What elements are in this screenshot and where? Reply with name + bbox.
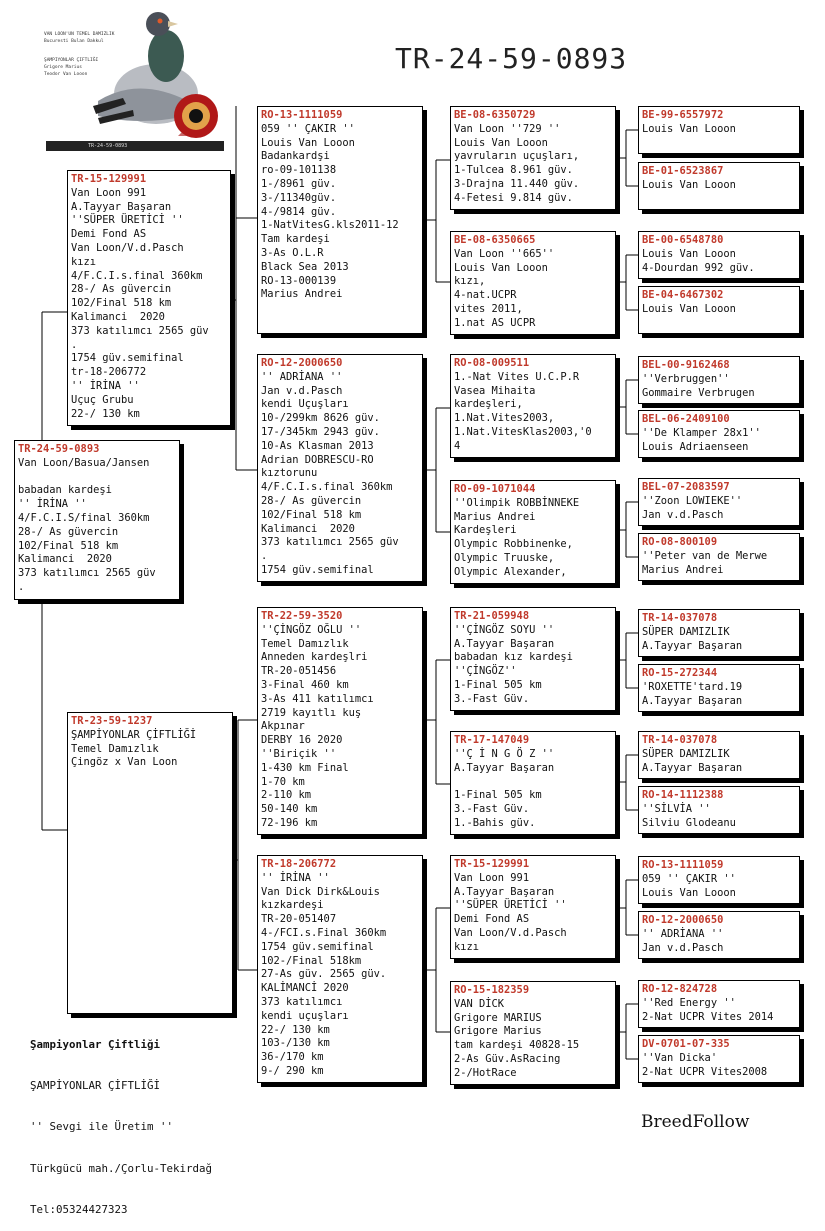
logo-caption-line: Grigore Marius: [44, 65, 82, 70]
pedigree-info-line: tr-18-206772: [71, 366, 147, 379]
ring-number: RO-12-2000650: [261, 357, 343, 369]
pedigree-info-line: 3-Final 460 km: [261, 678, 349, 691]
pedigree-info-line: Akpınar: [261, 720, 305, 733]
ring-number: TR-17-147049: [454, 734, 530, 746]
pedigree-card-ssds: [638, 231, 800, 279]
pedigree-info-line: '' ADRİANA '': [261, 370, 343, 383]
pedigree-info-line: 3.-Fast Güv.: [454, 802, 530, 815]
ring-number: RO-13-1111059: [642, 859, 724, 871]
pedigree-info-line: .: [18, 580, 25, 593]
pedigree-info-line: Temel Damızlık: [261, 637, 349, 650]
pedigree-info-line: 102/Final 518 km: [71, 297, 172, 310]
pedigree-info-line: Anneden kardeşlri: [261, 651, 368, 664]
ring-number: RO-12-2000650: [642, 914, 724, 926]
pedigree-info-line: 17-/345km 2943 güv.: [261, 425, 380, 438]
pedigree-info-line: Van Dick Dirk&Louis: [261, 885, 380, 898]
pedigree-card-ssss: [638, 106, 800, 154]
pedigree-info-line: kızkardeşi: [261, 899, 324, 912]
pedigree-info-line: ''SİLVİA '': [642, 802, 711, 815]
pedigree-info-line: ''Red Energy '': [642, 996, 736, 1009]
pedigree-info-line: 1-Tulcea 8.961 güv.: [454, 164, 573, 177]
ring-number: BE-00-6548780: [642, 234, 724, 246]
ring-number: BE-01-6523867: [642, 165, 724, 177]
pedigree-info-line: 1.nat AS UCPR: [454, 316, 536, 329]
pedigree-info-line: Van Loon ''729 '': [454, 122, 561, 135]
ring-number: TR-24-59-0893: [18, 443, 100, 455]
pedigree-info-line: 22-/ 130 km: [71, 407, 140, 420]
pedigree-info-line: TR-20-051456: [261, 665, 337, 678]
pedigree-info-line: yavruların uçuşları,: [454, 150, 580, 163]
ring-number: TR-14-037078: [642, 734, 718, 746]
pedigree-info-line: A.Tayyar Başaran: [454, 761, 555, 774]
pedigree-info-line: Van Loon/Basua/Jansen: [18, 456, 150, 469]
pedigree-info-line: kızı: [454, 940, 480, 953]
pedigree-info-line: 1754 güv.semifinal: [261, 940, 374, 953]
pedigree-info-line: 1.-Bahis güv.: [454, 816, 536, 829]
pedigree-info-line: ''Ç İ N G Ö Z '': [454, 747, 555, 760]
pedigree-info-line: A.Tayyar Başaran: [642, 694, 743, 707]
pedigree-info-line: A.Tayyar Başaran: [642, 639, 743, 652]
pedigree-info-line: Grigore MARIUS: [454, 1011, 542, 1024]
pedigree-info-line: RO-13-000139: [261, 274, 337, 287]
pedigree-info-line: A.Tayyar Başaran: [642, 761, 743, 774]
pedigree-info-line: Jan v.d.Pasch: [642, 508, 724, 521]
pedigree-info-line: ''Olimpik ROBBİNNEKE: [454, 496, 580, 509]
pedigree-info-line: '' İRİNA '': [71, 379, 140, 392]
pedigree-info-line: 3-As 411 katılımcı: [261, 692, 374, 705]
pedigree-info-line: 3-As O.L.R: [261, 246, 324, 259]
pedigree-info-line: Badankardşi: [261, 150, 330, 163]
pedigree-info-line: 1.-Nat Vites U.C.P.R: [454, 370, 580, 383]
pedigree-info-line: 28-/ As güvercin: [18, 525, 119, 538]
pedigree-info-line: Van Loon ''665'': [454, 247, 555, 260]
pedigree-info-line: 1.Nat.Vites2003,: [454, 412, 555, 425]
pedigree-info-line: TR-20-051407: [261, 913, 337, 926]
pedigree-info-line: 1-430 km Final: [261, 761, 349, 774]
pedigree-info-line: SÜPER DAMIZLIK: [642, 747, 730, 760]
pedigree-info-line: 3-Drajna 11.440 güv.: [454, 177, 580, 190]
pedigree-info-line: 4-nat.UCPR: [454, 289, 517, 302]
pedigree-card-sddd: [638, 533, 800, 581]
pedigree-info-line: tam kardeşi 40828-15: [454, 1039, 580, 1052]
pedigree-info-line: ''Zoon LOWIEKE'': [642, 494, 743, 507]
pedigree-info-line: 1-70 km: [261, 775, 305, 788]
pedigree-info-line: Louis Van Looon: [454, 261, 548, 274]
pedigree-info-line: Louis Van Looon: [642, 178, 736, 191]
pedigree-info-line: Van Loon/V.d.Pasch: [454, 926, 567, 939]
ring-number: TR-22-59-3520: [261, 610, 343, 622]
pedigree-info-line: Van Loon 991: [454, 871, 530, 884]
pedigree-info-line: Tam kardeşi: [261, 233, 330, 246]
pedigree-card-sdd: [450, 480, 616, 584]
ring-number: RO-12-824728: [642, 983, 718, 995]
pedigree-card-ddsd: [638, 911, 800, 959]
pedigree-info-line: 28-/ As güvercin: [71, 283, 172, 296]
pedigree-card-dam: [67, 712, 233, 1014]
pedigree-card-ssdd: [638, 286, 800, 334]
pedigree-info-line: A.Tayyar Başaran: [71, 200, 172, 213]
ring-number: TR-21-059948: [454, 610, 530, 622]
pedigree-info-line: 28-/ As güvercin: [261, 494, 362, 507]
logo-caption-line: ŞAMPIYONLAR ÇIFTLIĞI: [44, 58, 99, 63]
pedigree-info-line: 72-196 km: [261, 816, 318, 829]
ring-number: BEL-00-9162468: [642, 359, 730, 371]
pedigree-info-line: '' İRİNA '': [18, 498, 87, 511]
pedigree-info-line: Louis Van Looon: [454, 136, 548, 149]
pedigree-card-dds: [450, 855, 616, 959]
pedigree-card-sdsd: [638, 410, 800, 458]
pedigree-card-sss: [450, 106, 616, 210]
ring-number: BE-99-6557972: [642, 109, 724, 121]
pedigree-info-line: '' ADRİANA '': [642, 927, 724, 940]
pedigree-info-line: A.Tayyar Başaran: [454, 885, 555, 898]
pedigree-info-line: ''De Klamper 28x1'': [642, 426, 761, 439]
pedigree-info-line: 059 '' ÇAKIR '': [261, 122, 355, 135]
pedigree-card-sds: [450, 354, 616, 458]
pedigree-info-line: 3-/11340güv.: [261, 191, 337, 204]
pedigree-info-line: ro-09-101138: [261, 164, 337, 177]
pedigree-info-line: 373 katılımcı 2565 güv: [18, 567, 156, 580]
pedigree-info-line: 1754 güv.semifinal: [71, 352, 184, 365]
pedigree-info-line: 4-Fetesi 9.814 güv.: [454, 191, 573, 204]
pedigree-info-line: 2-110 km: [261, 789, 312, 802]
pedigree-card-dsss: [638, 609, 800, 657]
ring-number: RO-08-009511: [454, 357, 530, 369]
pedigree-info-line: Gommaire Verbrugen: [642, 386, 755, 399]
pedigree-info-line: Louis Van Looon: [261, 136, 355, 149]
pedigree-card-dam-dam: [257, 855, 423, 1083]
breeder-line: Türkgücü mah./Çorlu-Tekirdağ: [30, 1161, 213, 1175]
pedigree-info-line: 4: [454, 439, 461, 452]
pedigree-info-line: SÜPER DAMIZLIK: [642, 625, 730, 638]
pedigree-info-line: ''SÜPER ÜRETİCİ '': [71, 214, 184, 227]
page-title: TR-24-59-0893: [395, 42, 628, 75]
pedigree-info-line: babadan kız kardeşi: [454, 651, 573, 664]
pedigree-card-dssd: [638, 664, 800, 712]
pedigree-info-line: A.Tayyar Başaran: [454, 637, 555, 650]
ring-number: TR-18-206772: [261, 858, 337, 870]
ring-number: BEL-06-2409100: [642, 413, 730, 425]
pedigree-info-line: '' İRİNA '': [261, 871, 330, 884]
pedigree-info-line: .: [71, 338, 78, 351]
pedigree-info-line: 50-140 km: [261, 803, 318, 816]
pedigree-info-line: Demi Fond AS: [454, 913, 530, 926]
pedigree-info-line: Olympic Robbinenke,: [454, 538, 573, 551]
pedigree-info-line: 4-Dourdan 992 güv.: [642, 261, 755, 274]
ring-number: TR-14-037078: [642, 612, 718, 624]
pedigree-info-line: 1-NatVitesG.kls2011-12: [261, 219, 399, 232]
pedigree-info-line: ''Van Dicka': [642, 1051, 718, 1064]
pedigree-card-sire: [67, 170, 231, 426]
ring-number: RO-14-1112388: [642, 789, 724, 801]
ring-number: BE-08-6350729: [454, 109, 536, 121]
pedigree-info-line: 2719 kayıtlı kuş: [261, 706, 362, 719]
pedigree-info-line: Jan v.d.Pasch: [261, 384, 343, 397]
pedigree-card-ddd: [450, 981, 616, 1085]
pedigree-card-sdss: [638, 356, 800, 404]
pedigree-info-line: kızı: [71, 255, 97, 268]
pedigree-card-dsdd: [638, 786, 800, 834]
pedigree-info-line: 1.Nat.VitesKlas2003,'0: [454, 425, 592, 438]
pedigree-info-line: .: [261, 550, 268, 563]
logo-caption-line: Bucuresti Bulan Dakkul: [44, 39, 104, 44]
pedigree-card-dsds: [638, 731, 800, 779]
pedigree-info-line: Black Sea 2013: [261, 260, 349, 273]
ring-number: BEL-07-2083597: [642, 481, 730, 493]
logo-caption-line: Teodor Van Looon: [44, 72, 88, 77]
breeder-line: ŞAMPİYONLAR ÇİFTLİĞİ: [30, 1078, 161, 1092]
pedigree-info-line: kendi Uçuşları: [261, 398, 349, 411]
logo-strip-text: TR-24-59-0893: [88, 143, 128, 149]
ring-number: RO-15-182359: [454, 984, 530, 996]
pedigree-info-line: Çingöz x Van Loon: [71, 756, 178, 769]
pedigree-info-line: ''SÜPER ÜRETİCİ '': [454, 899, 567, 912]
pedigree-info-line: Kalimanci 2020: [261, 522, 355, 535]
pedigree-info-line: 1-Final 505 km: [454, 789, 542, 802]
ring-number: TR-15-129991: [71, 173, 147, 185]
pedigree-card-sire-sire: [257, 106, 423, 334]
ring-number: RO-15-272344: [642, 667, 718, 679]
pedigree-info-line: 373 katılımcı 2565 güv: [71, 324, 209, 337]
pedigree-info-line: kardeşleri,: [454, 398, 523, 411]
ring-number: TR-15-129991: [454, 858, 530, 870]
pedigree-info-line: 22-/ 130 km: [261, 1023, 330, 1036]
pedigree-info-line: ''ÇİNGÖZ SOYU '': [454, 623, 555, 636]
pedigree-info-line: 059 '' ÇAKIR '': [642, 872, 736, 885]
pedigree-info-line: Van Loon/V.d.Pasch: [71, 241, 184, 254]
loft-logo: [38, 6, 228, 156]
pedigree-info-line: Marius Andrei: [642, 563, 724, 576]
pedigree-info-line: Vasea Mihaita: [454, 384, 536, 397]
pedigree-info-line: 1-Final 505 km: [454, 678, 542, 691]
pedigree-card-ddss: [638, 856, 800, 904]
pedigree-info-line: 2-Nat UCPR Vites 2014: [642, 1010, 774, 1023]
pedigree-info-line: Jan v.d.Pasch: [642, 941, 724, 954]
pedigree-info-line: DERBY 16 2020: [261, 734, 343, 747]
breeder-line: '' Sevgi ile Üretim '': [30, 1120, 174, 1134]
pedigree-info-line: Kardeşleri: [454, 524, 517, 537]
breeder-phone: Tel:05324427323: [30, 1203, 128, 1217]
pedigree-info-line: Marius Andrei: [454, 510, 536, 523]
pedigree-info-line: Louis Adriaenseen: [642, 440, 749, 453]
pedigree-info-line: babadan kardeşi: [18, 484, 112, 497]
pedigree-info-line: 4/F.C.I.s.final 360km: [261, 481, 393, 494]
pedigree-info-line: Kalimanci 2020: [71, 310, 165, 323]
pedigree-info-line: Van Loon 991: [71, 186, 147, 199]
pedigree-card-dsd: [450, 731, 616, 835]
pedigree-card-dss: [450, 607, 616, 711]
ring-number: BE-04-6467302: [642, 289, 724, 301]
pedigree-info-line: 102-/Final 518km: [261, 954, 362, 967]
pedigree-card-sdds: [638, 478, 800, 526]
pedigree-info-line: Grigore Marius: [454, 1025, 542, 1038]
pedigree-info-line: ŞAMPİYONLAR ÇİFTLİĞİ: [71, 728, 197, 741]
pedigree-info-line: Louis Van Looon: [642, 302, 736, 315]
pedigree-info-line: 373 katılımcı: [261, 995, 343, 1008]
pedigree-info-line: 'ROXETTE'tard.19: [642, 680, 743, 693]
pedigree-info-line: [454, 775, 612, 789]
pedigree-info-line: Adrian DOBRESCU-RO: [261, 453, 374, 466]
pedigree-info-line: VAN DİCK: [454, 997, 505, 1010]
pedigree-info-line: 4/F.C.I.s.final 360km: [71, 269, 203, 282]
pedigree-info-line: Temel Damızlık: [71, 742, 159, 755]
pedigree-info-line: [18, 471, 176, 485]
pedigree-info-line: 27-As güv. 2565 güv.: [261, 968, 387, 981]
pedigree-info-line: 10-As Klasman 2013: [261, 439, 374, 452]
pedigree-info-line: Olympic Truuske,: [454, 551, 555, 564]
pedigree-info-line: 4/F.C.I.S/final 360km: [18, 511, 150, 524]
pedigree-info-line: Uçuç Grubu: [71, 393, 134, 406]
ring-number: RO-08-800109: [642, 536, 718, 548]
pedigree-info-line: 4-/FCI.s.Final 360km: [261, 926, 387, 939]
ring-number: TR-23-59-1237: [71, 715, 153, 727]
pedigree-card-ssd: [450, 231, 616, 335]
pedigree-info-line: 1754 güv.semifinal: [261, 563, 374, 576]
pedigree-info-line: KALİMANCİ 2020: [261, 982, 349, 995]
pedigree-info-line: ''Verbruggen'': [642, 372, 730, 385]
pedigree-info-line: ''Peter van de Merwe: [642, 549, 768, 562]
pedigree-info-line: ''ÇİNGÖZ'': [454, 665, 517, 678]
pedigree-info-line: Louis Van Looon: [642, 122, 736, 135]
pedigree-info-line: 2-Nat UCPR Vites2008: [642, 1065, 768, 1078]
ring-number: DV-0701-07-335: [642, 1038, 730, 1050]
ring-number: BE-08-6350665: [454, 234, 536, 246]
pedigree-card-dddd: [638, 1035, 800, 1083]
ring-number: RO-09-1071044: [454, 483, 536, 495]
pedigree-info-line: Louis Van Looon: [642, 247, 736, 260]
pedigree-info-line: ''ÇİNGÖZ OĞLU '': [261, 623, 362, 636]
pedigree-info-line: kendi uçuşları: [261, 1009, 349, 1022]
pedigree-info-line: Demi Fond AS: [71, 228, 147, 241]
pedigree-info-line: 10-/299km 8626 güv.: [261, 412, 380, 425]
pedigree-info-line: 9-/ 290 km: [261, 1064, 324, 1077]
pedigree-info-line: ''Biriçik '': [261, 747, 337, 760]
breeder-name: Şampiyonlar Çiftliği: [30, 1037, 161, 1051]
pedigree-info-line: 103-/130 km: [261, 1037, 330, 1050]
logo-caption-line: VAN LOON'UN TEMEL DAMIZLIK: [44, 32, 115, 37]
pedigree-info-line: 102/Final 518 km: [18, 539, 119, 552]
pedigree-info-line: 1-/8961 güv.: [261, 177, 337, 190]
brand-watermark: BreedFollow: [641, 1112, 750, 1132]
pedigree-info-line: Kalimanci 2020: [18, 553, 112, 566]
pedigree-info-line: 36-/170 km: [261, 1051, 324, 1064]
pedigree-info-line: 2-/HotRace: [454, 1066, 517, 1079]
pedigree-info-line: Olympic Alexander,: [454, 565, 567, 578]
pedigree-info-line: kızı,: [454, 275, 486, 288]
pedigree-info-line: 2-As Güv.AsRacing: [454, 1052, 561, 1065]
pedigree-info-line: 102/Final 518 km: [261, 508, 362, 521]
pedigree-card-sssd: [638, 162, 800, 210]
pedigree-info-line: 4-/9814 güv.: [261, 205, 337, 218]
pedigree-info-line: Marius Andrei: [261, 288, 343, 301]
pedigree-info-line: Louis Van Looon: [642, 886, 736, 899]
ring-number: RO-13-1111059: [261, 109, 343, 121]
pedigree-info-line: 373 katılımcı 2565 güv: [261, 536, 399, 549]
pedigree-card-dam-sire: [257, 607, 423, 835]
pedigree-info-line: vites 2011,: [454, 302, 523, 315]
pedigree-info-line: 3.-Fast Güv.: [454, 692, 530, 705]
pedigree-info-line: Silviu Glodeanu: [642, 816, 736, 829]
breeder-contact: [30, 1010, 212, 1231]
pedigree-info-line: kıztorunu: [261, 467, 318, 480]
pedigree-card-ddds: [638, 980, 800, 1028]
pedigree-card-subject: [14, 440, 180, 600]
pedigree-card-sire-dam: [257, 354, 423, 582]
